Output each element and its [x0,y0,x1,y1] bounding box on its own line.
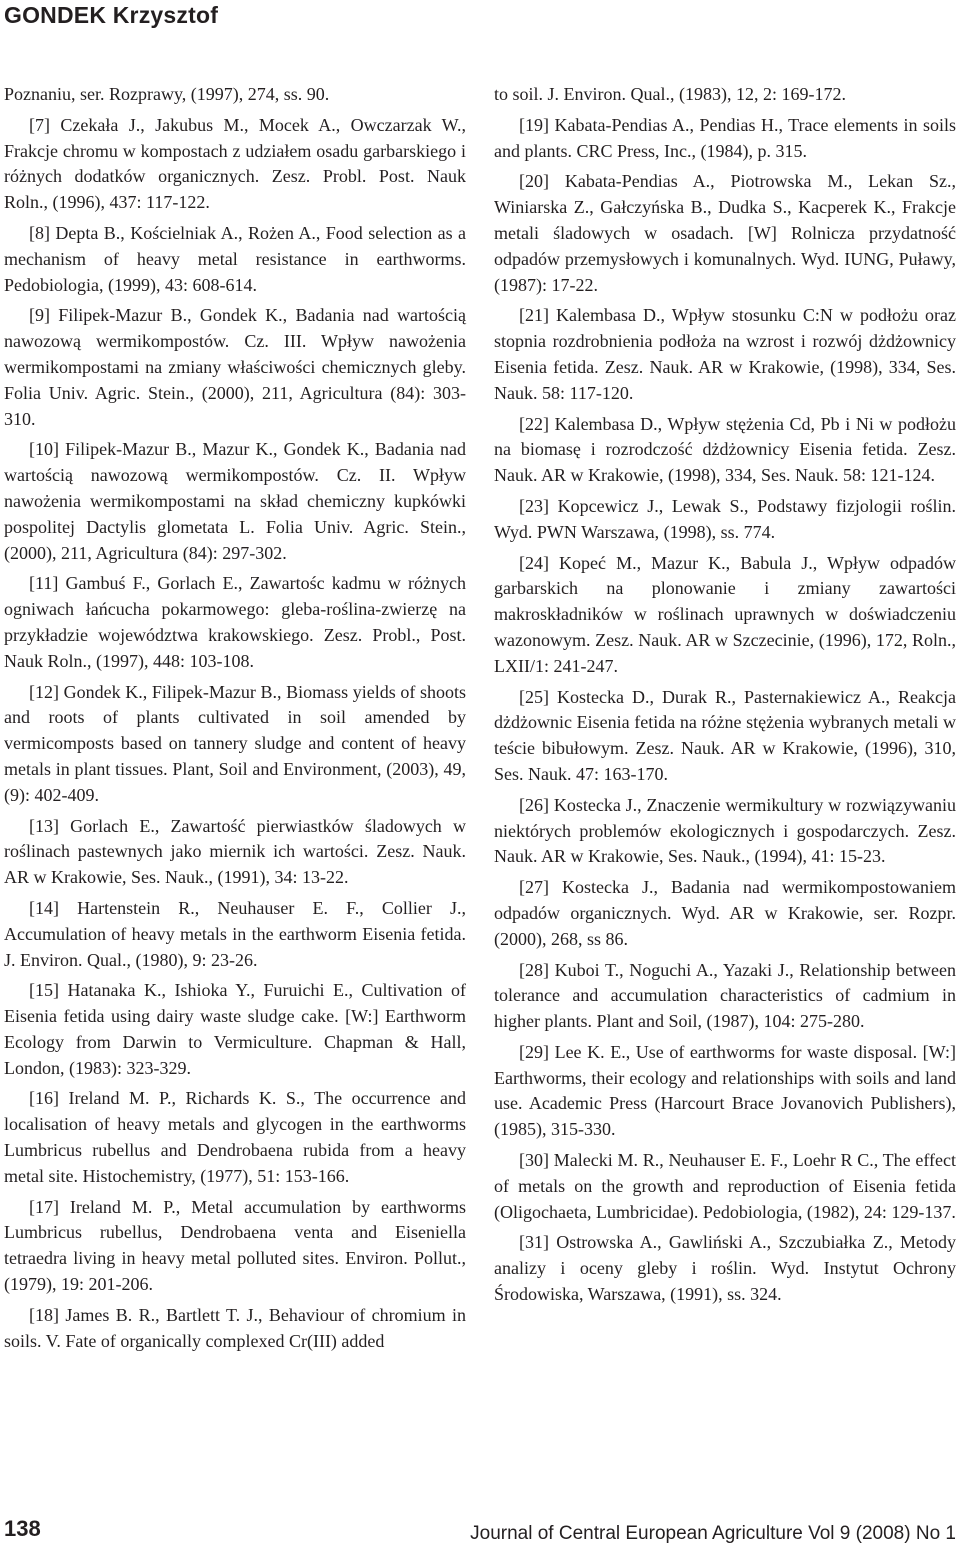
reference-item-10: [10] Filipek-Mazur B., Mazur K., Gondek K., Badania nad wartością nawozową wermikompostów. Cz. II. Wpływ nawożenia wermikompostami na skład chemiczny kupkówki pospolitej Dactylis glometata L. Folia Univ. Agric. Stein., (2000), 211, Agricultura (84): 297-302. [4,439,466,563]
reference-item-24: [24] Kopeć M., Mazur K., Babula J., Wpływ odpadów garbarskich na plonowanie i zmiany zawartości makroskładników w roślinach uprawnych w doświadczeniu wazonowym. Zesz. Nauk. AR w Szczecinie, (1996), 172, Roln., LXII/1: 241-247. [494,552,956,676]
reference-item-20: [20] Kabata-Pendias A., Piotrowska M., Lekan Sz., Winiarska Z., Gałczyńska B., Dudka S., Kacperek K., Frakcje metali śladowych w osadach. [W] Rolnicza przydatność odpadów przemysłowych i komunalnych. Wyd. IUNG, Puławy, (1987): 17-22. [494,171,956,295]
reference-item-19: [19] Kabata-Pendias A., Pendias H., Trace elements in soils and plants. CRC Press, Inc., (1984), p. 315. [494,114,956,161]
reference-item-31: [31] Ostrowska A., Gawliński A., Szczubiałka Z., Metody analizy i oceny gleby i roślin. Wyd. Instytut Ochrony Środowiska, Warszawa, (1991), ss. 324. [494,1232,956,1305]
journal-footer: Journal of Central European Agriculture Vol 9 (2008) No 1 [470,1523,956,1544]
references-left-column [4,82,466,1359]
reference-item-18: [18] James B. R., Bartlett T. J., Behaviour of chromium in soils. V. Fate of organically complexed Cr(III) added [4,1304,466,1351]
reference-item-14: [14] Hartenstein R., Neuhauser E. F., Collier J., Accumulation of heavy metals in the earthworm Eisenia fetida. J. Environ. Qual., (1980), 9: 23-26. [4,897,466,970]
reference-item-30: [30] Malecki M. R., Neuhauser E. F., Loehr R C., The effect of metals on the growth and reproduction of Eisenia fetida (Oligochaeta, Lumbricidae). Pedobiologia, (1982), 24: 129-137. [494,1150,956,1222]
reference-item-11: [11] Gambuś F., Gorlach E., Zawartośc kadmu w różnych ogniwach łańcucha pokarmowego: gleba-roślina-zwierzę na przykładzie województwa krakowskiego. Zesz. Probl., Post. Nauk Roln., (1997), 448: 103-108. [4,573,466,671]
reference-item-21: [21] Kalembasa D., Wpływ stosunku C:N w podłożu oraz stopnia rozdrobnienia podłoża na wzrost i rozwój dżdżownicy Eisenia fetida. Zesz. Nauk. AR w Krakowie, (1998), 334, Ses. Nauk. 58: 117-120. [494,305,956,403]
reference-item-26: [26] Kostecka J., Znaczenie wermikultury w rozwiązywaniu niektórych problemów ekologicznych i gospodarczych. Zesz. Nauk. AR w Krakowie, Ses. Nauk., (1994), 41: 15-23. [494,794,956,867]
reference-item-29: [29] Lee K. E., Use of earthworms for waste disposal. [W:] Earthworms, their ecology and relationships with soils and land use. Academic Press (Harcourt Brace Jovanovich Publishers), (1985), 315-330. [494,1041,956,1140]
reference-continuation: Poznaniu, ser. Rozprawy, (1997), 274, ss. 90. [4,84,330,104]
page-number: 138 [4,1516,41,1541]
reference-item-8: [8] Depta B., Kościelniak A., Rożen A., Food selection as a mechanism of heavy metal resistance in earthworms. Pedobiologia, (1999), 43: 608-614. [4,222,466,295]
references-right-column [494,82,956,1313]
reference-item-9: [9] Filipek-Mazur B., Gondek K., Badania nad wartością nawozową wermikompostów. Cz. III. Wpływ nawożenia wermikompostami na zmiany właściwości chemicznych gleby. Folia Univ. Agric. Stein., (2000), 211, Agricultura (84): 303-310. [4,305,466,429]
reference-item-27: [27] Kostecka J., Badania nad wermikompostowaniem odpadów organicznych. Wyd. AR w Krakowie, ser. Rozpr. (2000), 268, ss 86. [494,877,956,949]
reference-item-23: [23] Kopcewicz J., Lewak S., Podstawy fizjologii roślin. Wyd. PWN Warszawa, (1998), ss. 774. [494,495,956,542]
reference-item-22: [22] Kalembasa D., Wpływ stężenia Cd, Pb i Ni w podłożu na biomasę i rozrodczość dżdżownicy Eisenia fetida. Zesz. Nauk. AR w Krakowie, (1998), 334, Ses. Nauk. 58: 121-124. [494,413,956,486]
reference-item-16: [16] Ireland M. P., Richards K. S., The occurrence and localisation of heavy metals and glycogen in the earthworms Lumbricus rubellus and Dendrobaena rubida from a heavy metal site. Histochemistry, (1977), 51: 153-166. [4,1088,466,1186]
reference-item-17: [17] Ireland M. P., Metal accumulation by earthworms Lumbricus rubellus, Dendrobaena venta and Eiseniella tetraedra living in heavy metal polluted sites. Environ. Pollut., (1979), 19: 201-206. [4,1196,466,1295]
reference-item-15: [15] Hatanaka K., Ishioka Y., Furuichi E., Cultivation of Eisenia fetida using dairy waste sludge cake. [W:] Earthworm Ecology from Darwin to Vermiculture. Chapman & Hall, London, (1983): 323-329. [4,980,466,1078]
reference-item-12: [12] Gondek K., Filipek-Mazur B., Biomass yields of shoots and roots of plants cultivated in soil amended by vermicomposts based on tannery sludge and content of heavy metals in plant tissues. Plant, Soil and Environment, (2003), 49, (9): 402-409. [4,681,466,805]
reference-item-13: [13] Gorlach E., Zawartość pierwiastków śladowych w roślinach pastewnych jako miernik ich wartości. Zesz. Nauk. AR w Krakowie, Ses. Nauk., (1991), 34: 13-22. [4,815,466,888]
reference-item-25: [25] Kostecka D., Durak R., Pasternakiewicz A., Reakcja dżdżownic Eisenia fetida na różne stężenia wybranych metali w teście bibułowym. Zesz. Nauk. AR w Krakowie, (1996), 310, Ses. Nauk. 47: 163-170. [494,686,956,784]
reference-continuation: to soil. J. Environ. Qual., (1983), 12, 2: 169-172. [494,84,846,104]
reference-item-28: [28] Kuboi T., Noguchi A., Yazaki J., Relationship between tolerance and accumulation characteristics of cadmium in higher plants. Plant and Soil, (1987), 104: 275-280. [494,959,956,1032]
reference-item-7: [7] Czekała J., Jakubus M., Mocek A., Owczarzak W., Frakcje chromu w kompostach z udziałem osadu garbarskiego i różnych dodatków organicznych. Zesz. Probl. Post. Nauk Roln., (1996), 437: 117-122. [4,114,466,213]
running-head-author: GONDEK Krzysztof [4,2,219,28]
